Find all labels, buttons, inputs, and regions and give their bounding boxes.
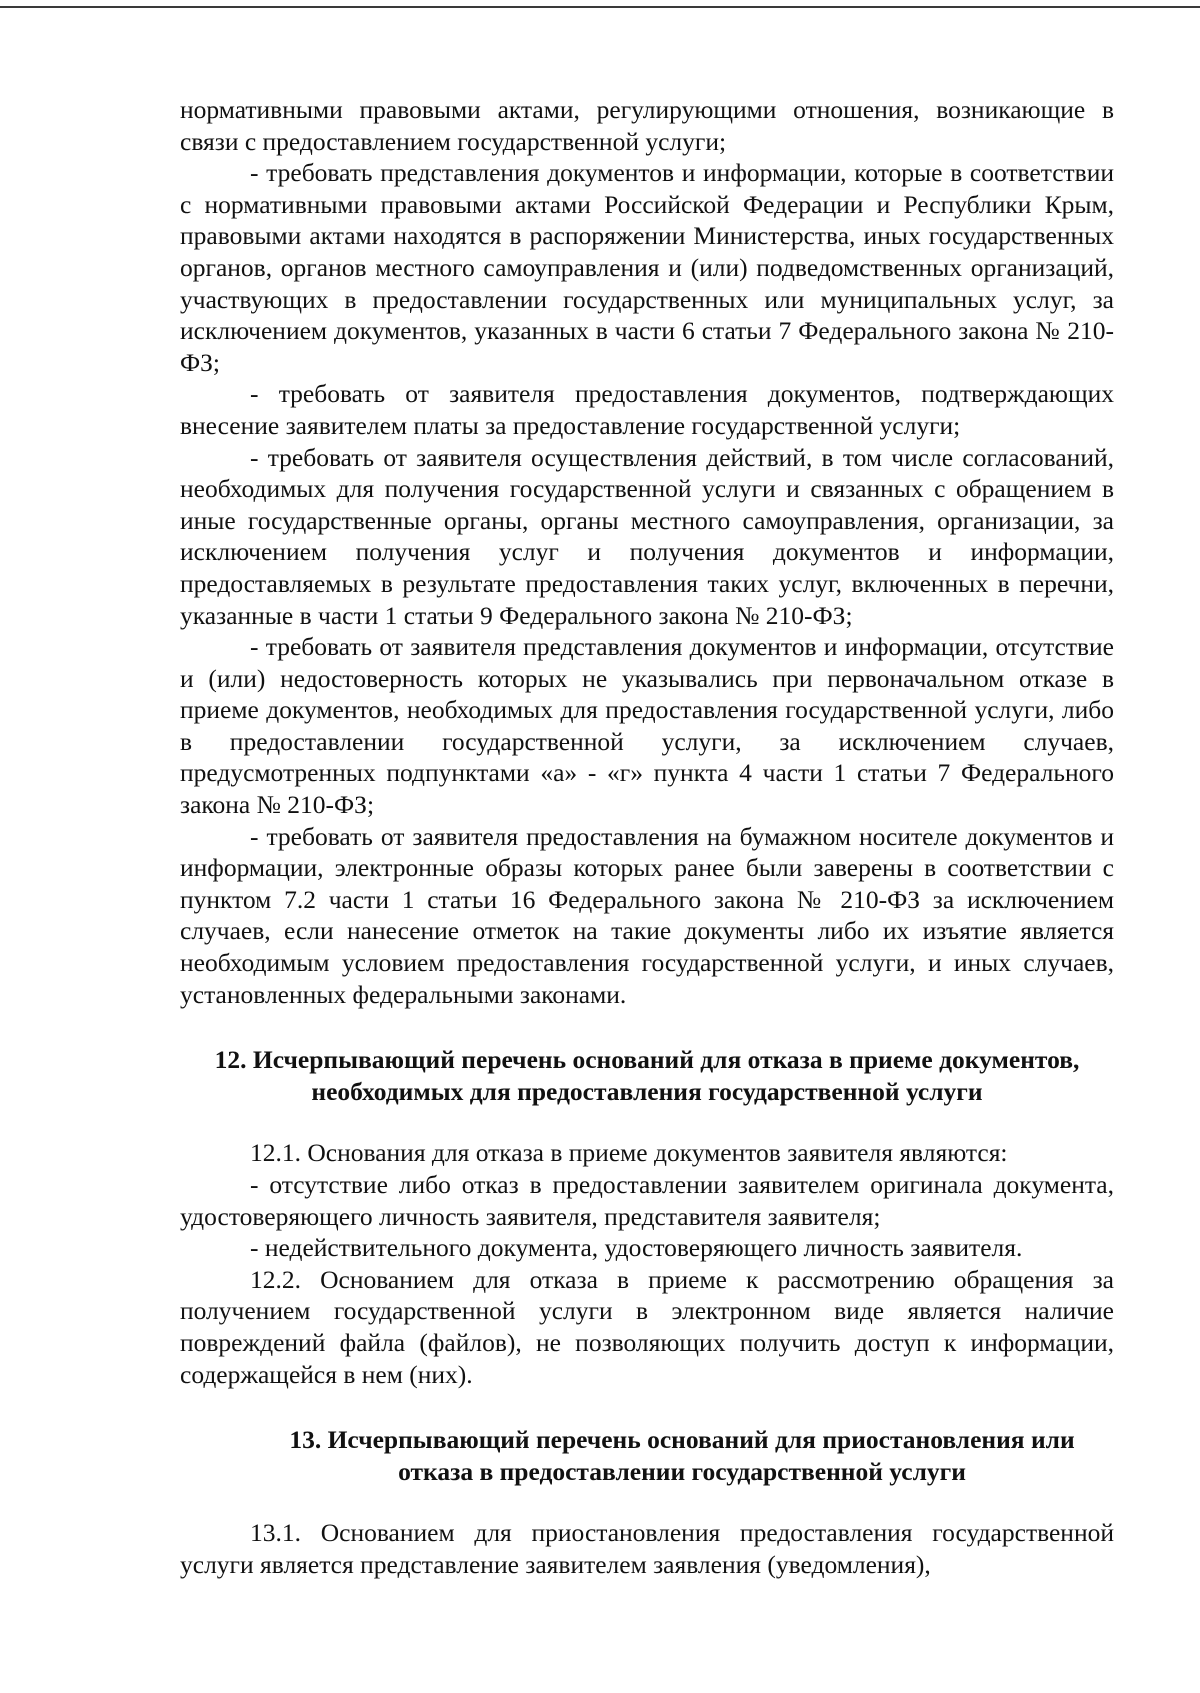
paragraph: - недействительного документа, удостоверяющего личность заявителя. <box>250 1233 1023 1263</box>
paragraph: 13.1. Основанием для приостановления предоставления государственной услуги является представление заявителем заявления (уведомления), <box>180 1518 1114 1579</box>
paragraph: 12.1. Основания для отказа в приеме документов заявителя являются: <box>250 1138 1008 1168</box>
section-12-heading <box>180 1044 1114 1107</box>
document-page <box>180 94 1114 1581</box>
paragraph: - требовать от заявителя осуществления действий, в том числе согласований, необходимых для получения государственной услуги и связанных с обращением в иные государственные органы, органы местного самоуправления, организации, за исключением получения услуг и получения документов и информации, предоставляемых в результате предоставления таких услуг, включенных в перечни, указанные в части 1 статьи 9 Федерального закона № 210-ФЗ; <box>180 442 1114 630</box>
section-13-heading-line: 13. Исчерпывающий перечень оснований для приостановления или <box>289 1425 1075 1455</box>
paragraph: - требовать от заявителя предоставления на бумажном носителе документов и информации, электронные образы которых ранее были заверены в соответствии с пунктом 7.2 части 1 статьи 16 Федерального закона № 210-ФЗ за исключением случаев, если нанесение отметок на такие документы либо их изъятие является необходимым условием предоставления государственной услуги, и иных случаев, установленных федеральными законами. <box>180 821 1114 1009</box>
paragraph: - требовать от заявителя представления документов и информации, отсутствие и (или) недостоверность которых не указывались при первоначальном отказе в приеме документов, необходимых для предоставления государственной услуги, либо в предоставлении государственной услуги, за исключением случаев, предусмотренных подпунктами «а» - «г» пункта 4 части 1 статьи 7 Федерального закона № 210-ФЗ; <box>180 632 1114 820</box>
top-scan-border <box>0 6 1200 8</box>
section-13-heading-line: отказа в предоставлении государственной услуги <box>398 1456 966 1486</box>
section-12-heading-line: 12. Исчерпывающий перечень оснований для отказа в приеме документов, <box>214 1045 1080 1075</box>
paragraph: - отсутствие либо отказ в предоставлении заявителем оригинала документа, удостоверяющего личность заявителя, представителя заявителя; <box>180 1170 1114 1231</box>
section-13-heading <box>180 1424 1114 1487</box>
paragraph: - требовать от заявителя предоставления документов, подтверждающих внесение заявителем платы за предоставление государственной услуги; <box>180 379 1114 440</box>
paragraph: нормативными правовыми актами, регулирующими отношения, возникающие в связи с предоставлением государственной услуги; <box>180 95 1114 156</box>
paragraph: 12.2. Основанием для отказа в приеме к рассмотрению обращения за получением государственной услуги в электронном виде является наличие повреждений файла (файлов), не позволяющих получить доступ к информации, содержащейся в нем (них). <box>180 1264 1114 1389</box>
section-12-heading-line: необходимых для предоставления государственной услуги <box>311 1076 983 1106</box>
paragraph: - требовать представления документов и информации, которые в соответствии с нормативными правовыми актами Российской Федерации и Республики Крым, правовыми актами находятся в распоряжении Министерства, иных государственных органов, органов местного самоуправления и (или) подведомственных организаций, участвующих в предоставлении государственных или муниципальных услуг, за исключением документов, указанных в части 6 статьи 7 Федерального закона № 210-ФЗ; <box>180 158 1114 377</box>
